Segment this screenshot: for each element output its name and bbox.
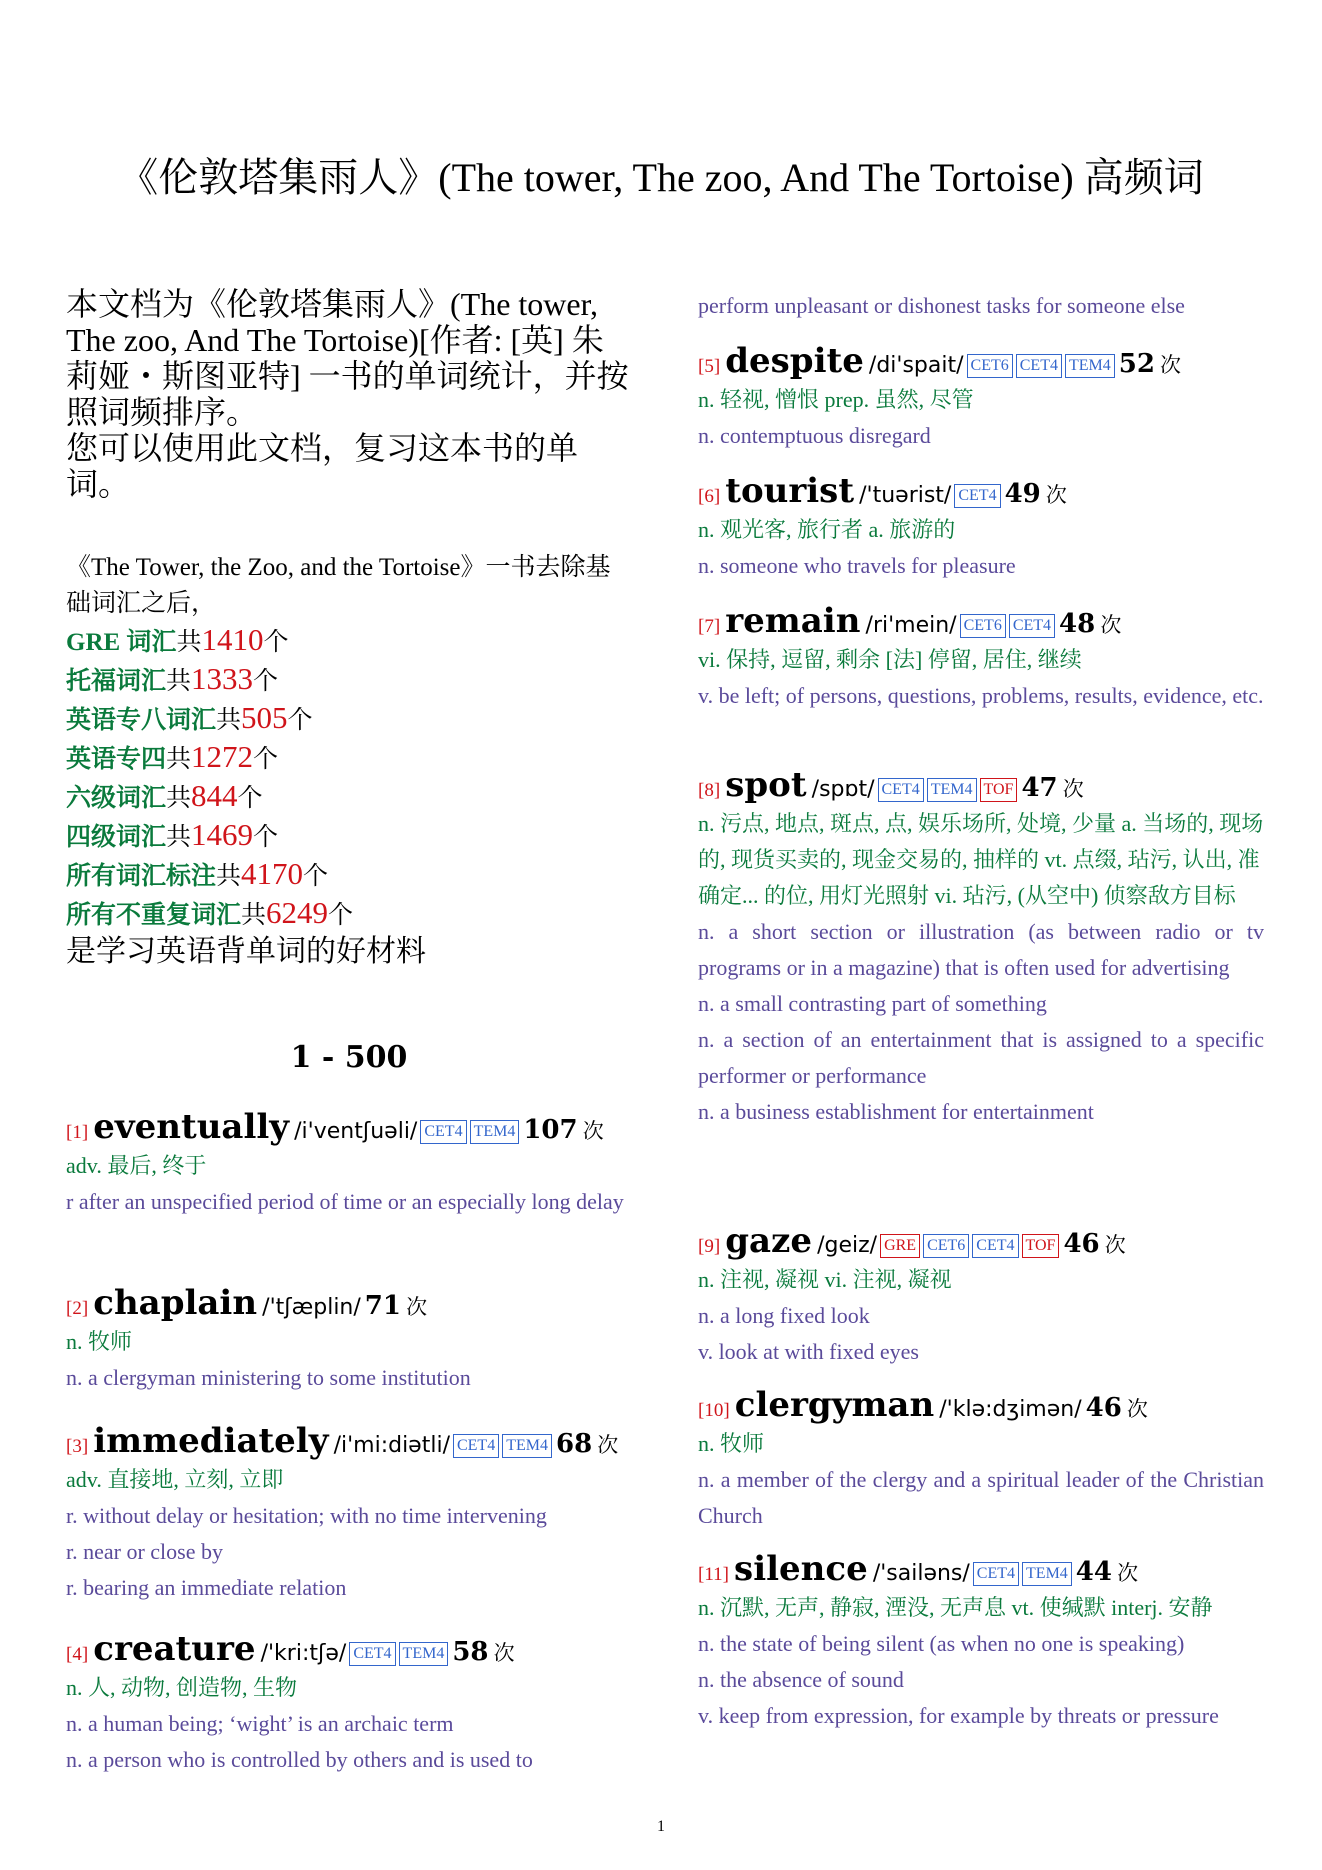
frequency-unit: 次 — [493, 1641, 515, 1665]
stats-item — [66, 856, 632, 895]
definition-en: n. a person who is controlled by others and is used to — [66, 1747, 533, 1772]
entry-index: [2] — [66, 1298, 89, 1319]
level-tag: CET4 — [972, 1234, 1018, 1258]
intro — [66, 286, 632, 502]
phonetic: /i'ventʃuəli/ — [294, 1119, 418, 1144]
stats-number: 844 — [191, 778, 238, 813]
definition-en: n. a small contrasting part of something — [698, 991, 1047, 1016]
headword: remain — [725, 601, 861, 641]
definition-en: n. a member of the clergy and a spiritual leader of the Christian Church — [698, 1467, 1264, 1528]
word-entry — [66, 1106, 632, 1220]
level-tag: CET6 — [923, 1234, 969, 1258]
stats-item — [66, 895, 632, 934]
level-tag: TOF — [980, 778, 1018, 802]
entry-header — [698, 470, 1264, 512]
stats-item — [66, 817, 632, 856]
definition-en: n. the state of being silent (as when no one is speaking) — [698, 1631, 1185, 1656]
definition-zh: n. 牧师 — [698, 1431, 765, 1456]
entry-header — [66, 1106, 632, 1148]
stats-label: 四级词汇 — [66, 824, 167, 851]
definition-zh: n. 人, 动物, 创造物, 生物 — [66, 1675, 298, 1700]
intro-paragraph: 本文档为《伦敦塔集雨人》(The tower, The zoo, And The Tortoise)[作者: [英] 朱莉娅・斯图亚特] 一书的单词统计，并按照词频排序。 — [66, 286, 629, 430]
level-tag: CET4 — [973, 1562, 1019, 1586]
stats-label: 六级词汇 — [66, 785, 167, 812]
headword: spot — [725, 765, 807, 805]
stats-mid: 共 — [166, 668, 192, 695]
stats-item — [66, 700, 632, 739]
stats-label: 英语专八词汇 — [66, 707, 217, 734]
frequency-count: 107 — [523, 1115, 578, 1145]
entry-header — [698, 1384, 1264, 1426]
headword: chaplain — [93, 1283, 258, 1323]
word-entry — [698, 600, 1264, 714]
stats-number: 1469 — [191, 817, 254, 852]
headword: clergyman — [734, 1385, 935, 1425]
definition-en: n. someone who travels for pleasure — [698, 553, 1016, 578]
stats-mid: 共 — [166, 746, 192, 773]
stats-unit: 个 — [253, 746, 279, 773]
definition-en: r. without delay or hesitation; with no time intervening — [66, 1503, 547, 1528]
entry-index: [1] — [66, 1122, 89, 1143]
entry-index: [11] — [698, 1564, 729, 1585]
definition-en: n. a business establishment for entertainment — [698, 1099, 1094, 1124]
stats-number: 4170 — [241, 856, 304, 891]
stats-unit: 个 — [253, 824, 279, 851]
stats-label: 托福词汇 — [66, 668, 167, 695]
stats-label: 所有词汇标注 — [66, 863, 217, 890]
headword: silence — [734, 1549, 868, 1589]
frequency-count: 47 — [1021, 773, 1058, 803]
level-tag: CET4 — [1009, 614, 1055, 638]
frequency-count: 68 — [555, 1429, 593, 1459]
definition-en: n. a short section or illustration (as between radio or tv programs or in a magazine) that is often used for advertising — [698, 919, 1264, 980]
frequency-count: 58 — [452, 1637, 489, 1667]
entry-header — [66, 1282, 632, 1324]
page-title: 《伦敦塔集雨人》(The tower, The zoo, And The Tortoise) 高频词 — [118, 155, 1204, 200]
definition-en: n. a section of an entertainment that is assigned to a specific performer or performance — [698, 1027, 1264, 1088]
headword: eventually — [93, 1107, 290, 1147]
definition-en: n. a clergyman ministering to some institution — [66, 1365, 471, 1390]
definition-zh: n. 污点, 地点, 斑点, 点, 娱乐场所, 处境, 少量 a. 当场的, 现场的, 现货买卖的, 现金交易的, 抽样的 vt. 点缀, 玷污, 认出, 准确定... 的位, 用灯光照射 vi. 玷污, (从空中) 侦察敌方目标 — [698, 811, 1264, 908]
word-entry — [698, 1548, 1264, 1734]
stats-mid: 共 — [216, 707, 242, 734]
frequency-unit: 次 — [1062, 777, 1084, 801]
stats-unit: 个 — [287, 707, 313, 734]
entry-header — [66, 1628, 632, 1670]
entry-index: [6] — [698, 486, 721, 507]
word-entry — [698, 470, 1264, 584]
entry-continuation — [698, 288, 1264, 324]
stats-mid: 共 — [166, 824, 192, 851]
phonetic: /spɒt/ — [811, 777, 875, 802]
stats-label: 英语专四 — [66, 746, 167, 773]
entry-header — [698, 600, 1264, 642]
stats-number: 1410 — [201, 622, 264, 657]
headword: gaze — [725, 1221, 812, 1261]
page-number: 1 — [657, 1818, 665, 1835]
stats-block — [66, 550, 632, 970]
intro-paragraph: 您可以使用此文档，复习这本书的单词。 — [66, 430, 579, 502]
frequency-unit: 次 — [1045, 483, 1067, 507]
frequency-count: 44 — [1075, 1557, 1112, 1587]
entry-index: [10] — [698, 1400, 730, 1421]
stats-label: GRE 词汇 — [66, 629, 177, 656]
word-entry — [698, 764, 1264, 1130]
definition-en: perform unpleasant or dishonest tasks for someone else — [698, 293, 1185, 318]
definition-zh: n. 注视, 凝视 vi. 注视, 凝视 — [698, 1267, 952, 1292]
stats-item — [66, 778, 632, 817]
phonetic: /'klə:dʒimən/ — [939, 1397, 1082, 1422]
word-entry — [698, 1384, 1264, 1534]
headword: creature — [93, 1629, 256, 1669]
frequency-count: 46 — [1063, 1229, 1100, 1259]
entry-index: [3] — [66, 1436, 89, 1457]
frequency-count: 48 — [1059, 609, 1096, 639]
level-tag: CET4 — [1016, 354, 1062, 378]
frequency-unit: 次 — [1100, 613, 1122, 637]
stats-mid: 共 — [166, 785, 192, 812]
stats-item — [66, 739, 632, 778]
level-tag: TEM4 — [502, 1434, 552, 1458]
frequency-count: 71 — [364, 1291, 401, 1321]
word-entry — [698, 340, 1264, 454]
phonetic: /'tuərist/ — [859, 483, 952, 508]
word-entry — [66, 1628, 632, 1778]
headword: tourist — [725, 471, 855, 511]
frequency-count: 46 — [1085, 1393, 1122, 1423]
definition-en: n. the absence of sound — [698, 1667, 904, 1692]
stats-mid: 共 — [241, 902, 267, 929]
stats-mid: 共 — [176, 629, 202, 656]
stats-unit: 个 — [303, 863, 329, 890]
stats-unit: 个 — [263, 629, 289, 656]
entry-header — [698, 340, 1264, 382]
level-tag: TOF — [1022, 1234, 1060, 1258]
definition-zh: vi. 保持, 逗留, 剩余 [法] 停留, 居住, 继续 — [698, 647, 1082, 672]
level-tag: TEM4 — [399, 1642, 449, 1666]
frequency-unit: 次 — [1160, 353, 1182, 377]
definition-en: v. be left; of persons, questions, problems, results, evidence, etc. — [698, 683, 1264, 708]
level-tag: CET4 — [420, 1120, 466, 1144]
definition-en: n. a human being; ‘wight’ is an archaic term — [66, 1711, 454, 1736]
phonetic: /geiz/ — [817, 1233, 878, 1258]
stats-mid: 共 — [216, 863, 242, 890]
stats-lead: 《The Tower, the Zoo, and the Tortoise》一书去除基础词汇之后， — [66, 554, 611, 617]
word-entry — [66, 1282, 632, 1396]
phonetic: /'tʃæplin/ — [262, 1295, 361, 1320]
definition-en: r after an unspecified period of time or an especially long delay — [66, 1189, 624, 1214]
definition-zh: n. 观光客, 旅行者 a. 旅游的 — [698, 517, 956, 542]
stats-unit: 个 — [237, 785, 263, 812]
entry-index: [9] — [698, 1236, 721, 1257]
level-tag: CET6 — [960, 614, 1006, 638]
frequency-count: 49 — [1004, 479, 1041, 509]
headword: despite — [725, 341, 864, 381]
stats-item — [66, 661, 632, 700]
level-tag: TEM4 — [1065, 354, 1115, 378]
entry-index: [5] — [698, 356, 721, 377]
definition-zh: adv. 直接地, 立刻, 立即 — [66, 1467, 284, 1492]
phonetic: /'kri:tʃə/ — [260, 1641, 347, 1666]
frequency-unit: 次 — [1126, 1397, 1148, 1421]
phonetic: /di'spait/ — [868, 353, 964, 378]
stats-number: 1333 — [191, 661, 254, 696]
phonetic: /ri'mein/ — [865, 613, 957, 638]
frequency-count: 52 — [1118, 349, 1155, 379]
frequency-unit: 次 — [597, 1433, 619, 1457]
definition-en: v. keep from expression, for example by threats or pressure — [698, 1703, 1219, 1728]
level-tag: TEM4 — [927, 778, 977, 802]
level-tag: CET4 — [954, 484, 1000, 508]
range-heading: 1 - 500 — [290, 1040, 408, 1075]
entry-header — [698, 1548, 1264, 1590]
stats-list — [66, 622, 632, 934]
definition-zh: n. 牧师 — [66, 1329, 133, 1354]
level-tag: CET4 — [878, 778, 924, 802]
definition-en: v. look at with fixed eyes — [698, 1339, 919, 1364]
level-tag: CET4 — [453, 1434, 499, 1458]
definition-en: r. near or close by — [66, 1539, 223, 1564]
definition-zh: n. 轻视, 憎恨 prep. 虽然, 尽管 — [698, 387, 974, 412]
level-tag: TEM4 — [1022, 1562, 1072, 1586]
definition-zh: n. 沉默, 无声, 静寂, 湮没, 无声息 vt. 使缄默 interj. 安静 — [698, 1595, 1213, 1620]
entry-index: [7] — [698, 616, 721, 637]
word-entry — [698, 1220, 1264, 1370]
entry-index: [8] — [698, 780, 721, 801]
level-tag: CET4 — [349, 1642, 395, 1666]
stats-item — [66, 622, 632, 661]
definition-en: n. a long fixed look — [698, 1303, 870, 1328]
level-tag: GRE — [880, 1234, 920, 1258]
entry-header — [698, 1220, 1264, 1262]
stats-label: 所有不重复词汇 — [66, 902, 242, 929]
frequency-unit: 次 — [582, 1119, 604, 1143]
definition-en: n. contemptuous disregard — [698, 423, 931, 448]
stats-number: 1272 — [191, 739, 254, 774]
definition-en: r. bearing an immediate relation — [66, 1575, 347, 1600]
stats-unit: 个 — [253, 668, 279, 695]
frequency-unit: 次 — [1104, 1233, 1126, 1257]
stats-number: 505 — [241, 700, 288, 735]
word-entry — [66, 1420, 632, 1606]
stats-unit: 个 — [328, 902, 354, 929]
level-tag: CET6 — [967, 354, 1013, 378]
phonetic: /i'mi:diətli/ — [333, 1433, 450, 1458]
definition-zh: adv. 最后, 终于 — [66, 1153, 207, 1178]
stats-closing: 是学习英语背单词的好材料 — [66, 935, 426, 968]
entry-header — [66, 1420, 632, 1462]
frequency-unit: 次 — [1117, 1561, 1139, 1585]
stats-number: 6249 — [266, 895, 329, 930]
frequency-unit: 次 — [406, 1295, 428, 1319]
level-tag: TEM4 — [470, 1120, 520, 1144]
headword: immediately — [93, 1421, 329, 1461]
phonetic: /'sailəns/ — [872, 1561, 970, 1586]
entry-header — [698, 764, 1264, 806]
entry-index: [4] — [66, 1644, 89, 1665]
